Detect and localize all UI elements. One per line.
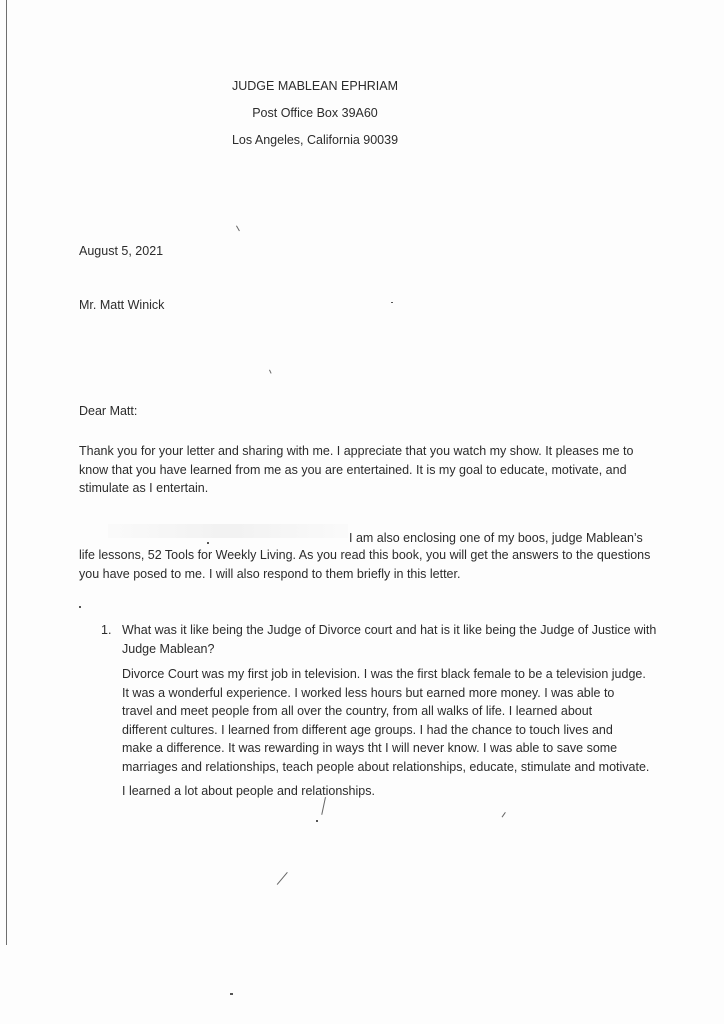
letterhead-address-line2: Los Angeles, California 90039 (231, 133, 399, 147)
paragraph-2-line: I am also enclosing one of my boos, judge Mablean’s (349, 531, 643, 545)
question-text (122, 621, 656, 658)
salutation: Dear Matt: (79, 404, 138, 418)
letterhead-address-line1: Post Office Box 39A60 (252, 106, 378, 120)
answer-line: marriages and relationships, teach people about relationships, educate, stimulate and motivate. (122, 759, 650, 774)
pen-mark (321, 797, 326, 815)
scan-mark (236, 226, 240, 232)
answer-line: It was a wonderful experience. I worked less hours but earned more money. I was able to (122, 685, 615, 700)
scan-speck (316, 820, 318, 822)
scan-speck (391, 302, 393, 303)
paragraph-2 (79, 546, 650, 583)
scan-mark (269, 370, 272, 374)
paragraph-1-line: know that you have learned from me as you are entertained. It is my goal to educate, motivate, and (79, 462, 627, 477)
pen-mark (277, 872, 288, 885)
redacted-area (108, 524, 348, 538)
scan-speck (207, 542, 209, 544)
answer-line: make a difference. It was rewarding in ways tht I will never know. I was able to save some (122, 741, 618, 755)
paragraph-2-line: life lessons, 52 Tools for Weekly Living. As you read this book, you will get the answers to the questions (79, 548, 651, 562)
scan-speck (230, 993, 233, 995)
paragraph-1-line: Thank you for your letter and sharing with me. I appreciate that you watch my show. It pleases me to (79, 444, 634, 458)
paragraph-1 (79, 442, 633, 498)
letter-date: August 5, 2021 (79, 244, 164, 258)
recipient-name: Mr. Matt Winick (79, 298, 165, 312)
letterhead-name: JUDGE MABLEAN EPHRIAM (231, 79, 398, 93)
scan-speck (79, 606, 81, 608)
answer-text (122, 665, 649, 776)
paragraph-1-line: stimulate as I entertain. (79, 481, 209, 495)
answer-line: different cultures. I learned from different age groups. I had the chance to touch lives and (122, 722, 613, 737)
question-line: Judge Mablean? (122, 641, 215, 656)
answer-line: travel and meet people from all over the country, from all walks of life. I learned about (122, 704, 593, 718)
scan-mark (502, 812, 506, 817)
paragraph-2-line: you have posed to me. I will also respond to them briefly in this letter. (79, 566, 461, 581)
question-line: What was it like being the Judge of Divorce court and hat is it like being the Judge of Justice with (122, 623, 657, 637)
question-number: 1. (101, 623, 112, 637)
answer-closing: I learned a lot about people and relationships. (122, 784, 375, 798)
answer-line: Divorce Court was my first job in television. I was the first black female to be a television judge. (122, 667, 646, 681)
